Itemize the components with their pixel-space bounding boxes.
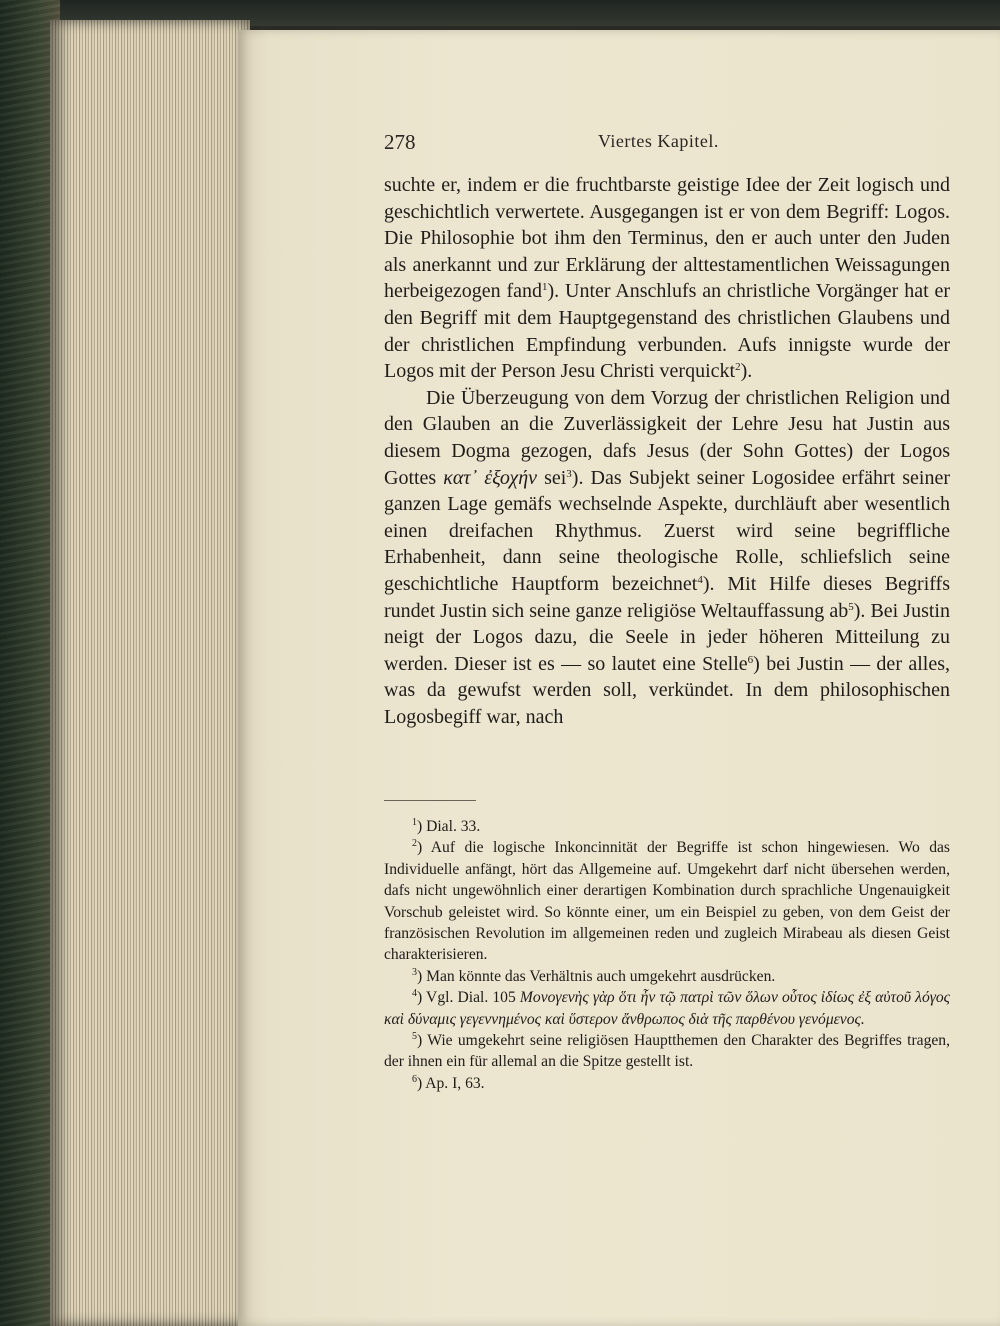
paragraph-2 [384,385,950,731]
footnote-mark: 5 [412,1031,417,1043]
paragraph-1 [384,172,950,385]
text-span: ). [740,360,753,383]
footnote-ref: 4 [697,573,703,586]
body-text [384,172,950,730]
text-span: ) bei Justin — der alles, was da gewufst werden soll, verkündet. In dem philosophischen Logosbegiff war, nach [384,652,950,728]
footnote-text: ) Dial. 33. [417,818,481,835]
footnote [384,1073,950,1094]
footnote-text: ) Wie umgekehrt seine religiösen Hauptthemen den Charakter des Begriffes tragen, der ihnen ein für allemal an die Spitze gestellt ist. [384,1032,950,1071]
footnote [384,987,950,1030]
footnote [384,966,950,987]
running-head: Viertes Kapitel. [598,131,719,151]
page-edges [50,20,250,1326]
footnote [384,837,950,965]
footnote-mark: 4 [412,988,417,1000]
footnote-text: ) Auf die logische Inkoncinnität der Begriffe ist schon hingewiesen. Wo das Individuelle anfängt, hört das Allgemeine auf. Umgekehrt darf nicht übersehen werden, dafs nicht ungewöhnlich einer derartigen Kombination durch sprachliche Ungenauigkeit Vorschub geleistet wird. So könnte einer, um ein Beispiel zu geben, von dem Geist der französischen Revolution im allgemeinen reden und zugleich Mirabeau als diesen Geist charakterisieren. [384,839,950,964]
footnote-mark: 1 [412,817,417,828]
page-number: 278 [384,130,416,154]
book-page [238,30,1000,1326]
footnote [384,816,950,837]
footnotes [384,816,950,1094]
footnote-ref: 1 [542,281,548,294]
footnote-rule [384,800,476,801]
text-span: sei [537,466,567,489]
footnote [384,1030,950,1073]
text-span: ). Bei Justin neigt der Logos dazu, die Seele in jeder höheren Mitteilung zu werden. Dieser ist es — so lautet eine Stelle [384,599,950,675]
footnote-text: ) Ap. I, 63. [417,1074,485,1092]
footnote-ref: 5 [848,600,854,613]
greek-quote: Μονογενὴς γὰρ ὅτι ἦν τῷ πατρὶ τῶν ὅλων οὗτος ἰδίως ἐξ αὐτοῦ λόγος καὶ δύναμις γεγεννημένος καὶ ὕστερον ἄνθρωπος διὰ τῆς παρθένου γενόμενος. [384,989,951,1028]
footnote-mark: 2 [412,838,417,850]
footnote-ref: 3 [566,467,572,480]
page-header [384,130,950,160]
text-span: ). Unter Anschlufs an christliche Vorgänger hat er den Begriff mit dem Hauptgegenstand des christlichen Glaubens und der christlichen Empfindung verbunden. Aufs innigste wurde der Logos mit der Person Jesu Christi verquickt [384,280,951,383]
footnote-mark: 6 [412,1073,417,1085]
footnote-text: ) Vgl. Dial. 105 [417,989,520,1007]
text-span: suchte er, indem er die fruchtbarste geistige Idee der Zeit logisch und geschichtlich verwertete. Ausgegangen ist er von dem Begriff: Logos. Die Philosophie bot ihm den Terminus, den er auch unter den Juden als anerkannt und zur Erklärung der alttestamentlichen Weissagungen herbeigezogen fand [384,174,950,303]
greek-phrase: κατ᾽ ἐξοχήν [443,466,538,489]
text-span: Die Überzeugung von dem Vorzug der christlichen Religion und den Glauben an die Zuverlässigkeit der Lehre Jesu hat Justin aus diesem Dogma gezogen, dafs Jesus (der Sohn Gottes) der Logos Gottes [384,386,950,489]
footnote-ref: 6 [747,653,754,666]
footnote-mark: 3 [412,966,417,978]
text-span: ). Das Subjekt seiner Logosidee erfährt seiner ganzen Lage gemäfs wechselnde Aspekte, durchläuft aber wesentlich einen dreifachen Rhythmus. Zuerst wird seine begriffliche Erhabenheit, dann seine theologische Rolle, schliefslich seine geschichtliche Hauptform bezeichnet [384,466,951,595]
text-span: ). Mit Hilfe dieses Begriffs rundet Justin sich seine ganze religiöse Weltauffassung ab [384,572,951,622]
footnote-ref: 2 [735,361,741,374]
footnote-text: ) Man könnte das Verhältnis auch umgekehrt ausdrücken. [417,967,776,985]
